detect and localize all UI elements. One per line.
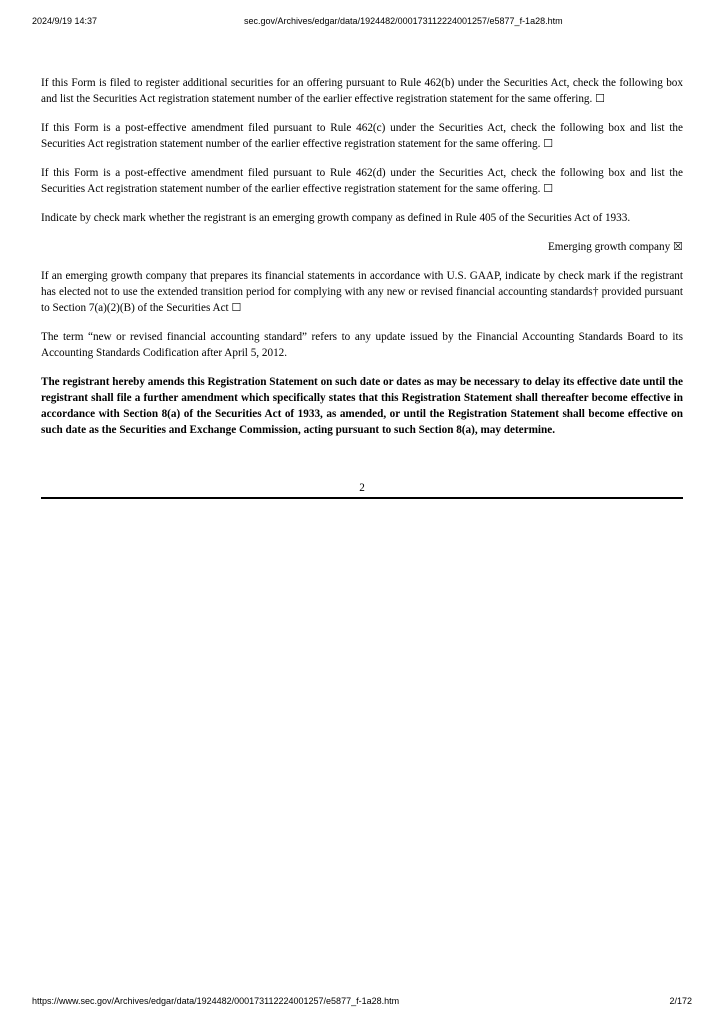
paragraph-accounting-standard-definition: The term “new or revised financial accounting standard” refers to any update issued by the Financial Accounting Standards Board to its Accounting Standards Codification after April 5, 2012. [41, 331, 683, 359]
print-header-url: sec.gov/Archives/edgar/data/1924482/000173112224001257/e5877_f-1a28.htm [244, 16, 563, 26]
paragraph-delaying-amendment: The registrant hereby amends this Registration Statement on such date or dates as may be necessary to delay its effective date until the registrant shall file a further amendment which specifically states that this Registration Statement shall thereafter become effective in accordance with Section 8(a) of the Securities Act of 1933, as amended, or until the Registration Statement shall become effective on such date as the Securities and Exchange Commission, acting pursuant to such Section 8(a), may determine. [41, 376, 683, 436]
page-divider [41, 497, 683, 499]
paragraph-rule-462b: If this Form is filed to register additional securities for an offering pursuant to Rule 462(b) under the Securities Act, check the following box and list the Securities Act registration statement number of the earlier effective registration statement for the same offering. ☐ [41, 77, 683, 105]
paragraph-rule-462c: If this Form is a post-effective amendment filed pursuant to Rule 462(c) under the Securities Act, check the following box and list the Securities Act registration statement number of the earlier effective registration statement for the same offering. ☐ [41, 122, 683, 150]
print-footer-url: https://www.sec.gov/Archives/edgar/data/1924482/000173112224001257/e5877_f-1a28.htm [32, 996, 400, 1006]
paragraph-rule-462d: If this Form is a post-effective amendment filed pursuant to Rule 462(d) under the Securities Act, check the following box and list the Securities Act registration statement number of the earlier effective registration statement for the same offering. ☐ [41, 167, 683, 195]
paragraph-emerging-growth-indicator: Indicate by check mark whether the registrant is an emerging growth company as defined in Rule 405 of the Securities Act of 1933. [41, 212, 631, 224]
print-datetime: 2024/9/19 14:37 [32, 16, 98, 26]
page-number: 2 [359, 482, 365, 494]
print-page-count: 2/172 [669, 996, 692, 1006]
document-body [41, 75, 683, 438]
paragraph-transition-period: If an emerging growth company that prepares its financial statements in accordance with U.S. GAAP, indicate by check mark if the registrant has elected not to use the extended transition period for complying with any new or revised financial accounting standards† provided pursuant to Section 7(a)(2)(B) of the Securities Act ☐ [41, 270, 683, 314]
emerging-growth-company-checkbox-line: Emerging growth company ☒ [547, 241, 683, 253]
